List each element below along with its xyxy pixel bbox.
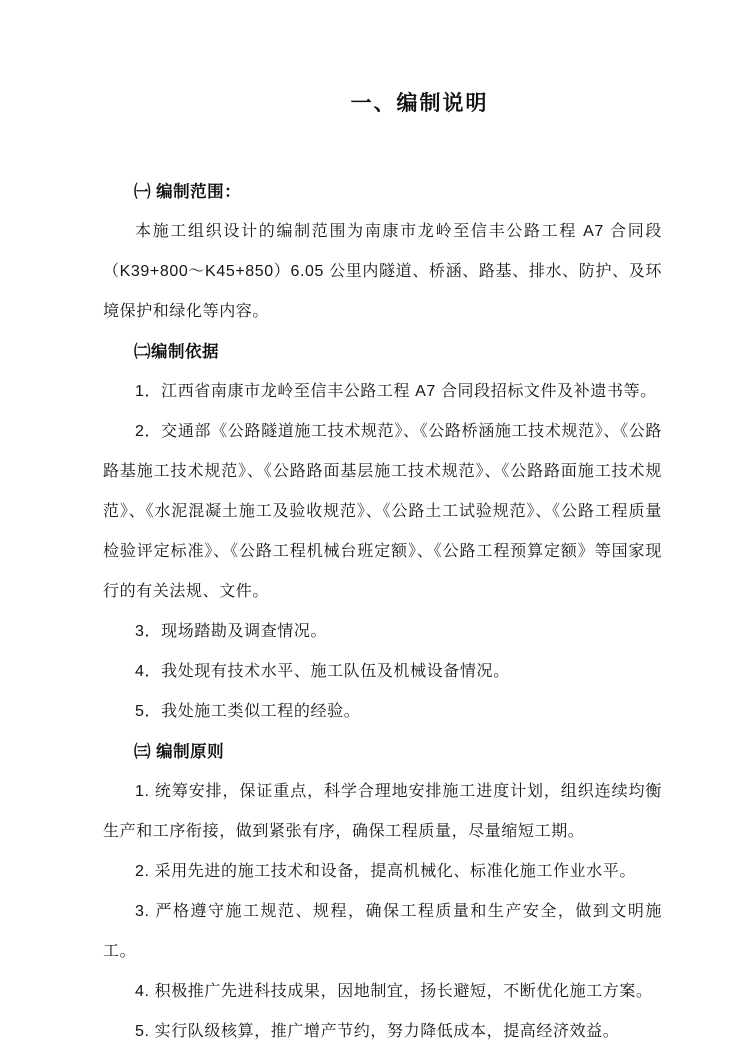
paragraph-principles-item-3: 3. 严格遵守施工规范、规程，确保工程质量和生产安全，做到文明施工。 [103, 903, 662, 960]
section-heading-basis: ㈡编制依据 [134, 343, 219, 361]
paragraph-scope-body: 本施工组织设计的编制范围为南康市龙岭至信丰公路工程 A7 合同段（K39+800～K45+850）6.05 公里内隧道、桥涵、路基、排水、防护、及环境保护和绿化等内容。 [103, 223, 662, 320]
paragraph-principles-item-4: 4. 积极推广先进科技成果，因地制宜，扬长避短，不断优化施工方案。 [135, 983, 653, 1000]
paragraph-principles-item-5: 5. 实行队级核算，推广增产节约，努力降低成本，提高经济效益。 [135, 1023, 620, 1040]
paragraph-principles-item-1: 1. 统筹安排，保证重点，科学合理地安排施工进度计划，组织连续均衡生产和工序衔接，做到紧张有序，确保工程质量，尽量缩短工期。 [103, 783, 662, 840]
section-compilation-basis [103, 332, 662, 732]
paragraph-basis-item-5: 5．我处施工类似工程的经验。 [135, 703, 361, 720]
paragraph-basis-item-1: 1．江西省南康市龙岭至信丰公路工程 A7 合同段招标文件及补遗书等。 [135, 383, 657, 400]
document-title: 一、编制说明 [350, 92, 489, 115]
section-heading-principles: ㈢ 编制原则 [134, 743, 225, 761]
paragraph-basis-item-4: 4．我处现有技术水平、施工队伍及机械设备情况。 [135, 663, 510, 680]
section-compilation-scope [103, 172, 662, 332]
paragraph-basis-item-2: 2．交通部《公路隧道施工技术规范》、《公路桥涵施工技术规范》、《公路路基施工技术规范》、《公路路面基层施工技术规范》、《公路路面施工技术规范》、《水泥混凝土施工及验收规范》、《公路土工试验规范》、《公路工程质量检验评定标准》、《公路工程机械台班定额》、《公路工程预算定额》等国家现行的有关法规、文件。 [103, 423, 662, 600]
section-heading-scope: ㈠ 编制范围： [134, 183, 242, 201]
paragraph-basis-item-3: 3．现场踏勘及调查情况。 [135, 623, 328, 640]
section-compilation-principles [103, 732, 662, 1052]
paragraph-principles-item-2: 2. 采用先进的施工技术和设备，提高机械化、标准化施工作业水平。 [135, 863, 636, 880]
